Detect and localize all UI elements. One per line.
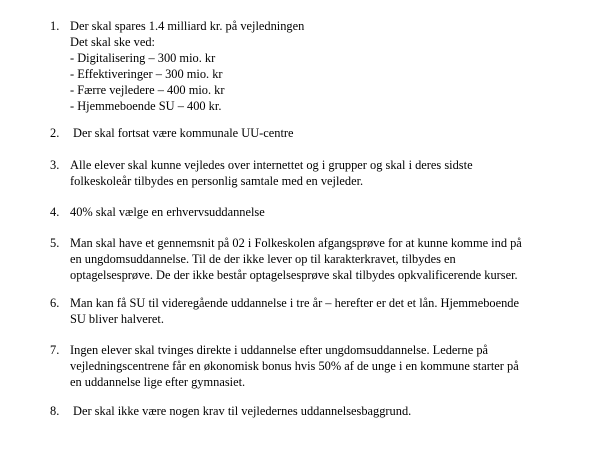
text-line: Der skal spares 1.4 milliard kr. på vejledningen bbox=[70, 19, 305, 33]
list-item-text bbox=[70, 18, 590, 114]
list-item-text bbox=[70, 342, 590, 390]
text-line: folkeskoleår tilbydes en personlig samtale med en vejleder. bbox=[70, 174, 364, 188]
list-item-number: 3. bbox=[50, 158, 60, 172]
text-line: optagelsesprøve. De der ikke består optagelsesprøve skal tilbydes opkvalificerende kurser. bbox=[70, 268, 518, 282]
text-line: en ungdomsuddannelse. Til de der ikke lever op til karakterkravet, tilbydes en bbox=[70, 252, 456, 266]
text-line: - Digitalisering – 300 mio. kr bbox=[70, 51, 216, 65]
text-line: - Hjemmeboende SU – 400 kr. bbox=[70, 99, 222, 113]
list-item-text bbox=[70, 235, 590, 283]
text-line: - Effektiveringer – 300 mio. kr bbox=[70, 67, 223, 81]
list-item-text bbox=[70, 403, 590, 419]
text-line: Man skal have et gennemsnit på 02 i Folkeskolen afgangsprøve for at kunne komme ind på bbox=[70, 236, 522, 250]
list-item-number: 8. bbox=[50, 404, 60, 418]
list-item-text bbox=[70, 125, 590, 141]
list-item-number: 1. bbox=[50, 19, 60, 33]
text-line: 40% skal vælge en erhvervsuddannelse bbox=[70, 205, 265, 219]
text-line: Man kan få SU til videregående uddannelse i tre år – herefter er det et lån. Hjemmeboende bbox=[70, 296, 519, 310]
text-line: SU bliver halveret. bbox=[70, 312, 164, 326]
list-item-text bbox=[70, 157, 590, 189]
text-line: Det skal ske ved: bbox=[70, 35, 155, 49]
list-item-text bbox=[70, 295, 590, 327]
text-line: vejledningscentrene får en økonomisk bonus hvis 50% af de unge i en kommune starter på bbox=[70, 359, 519, 373]
text-line: Ingen elever skal tvinges direkte i uddannelse efter ungdomsuddannelse. Lederne på bbox=[70, 343, 489, 357]
list-item-number: 5. bbox=[50, 236, 60, 250]
text-line: Alle elever skal kunne vejledes over internettet og i grupper og skal i deres sidste bbox=[70, 158, 473, 172]
list-item-number: 4. bbox=[50, 205, 60, 219]
text-line: Der skal fortsat være kommunale UU-centre bbox=[73, 126, 294, 140]
list-item-text bbox=[70, 204, 590, 220]
text-line: - Færre vejledere – 400 mio. kr bbox=[70, 83, 225, 97]
list-item-number: 2. bbox=[50, 126, 60, 140]
list-item-number: 7. bbox=[50, 343, 60, 357]
list-item-number: 6. bbox=[50, 296, 60, 310]
text-line: en uddannelse lige efter gymnasiet. bbox=[70, 375, 246, 389]
text-line: Der skal ikke være nogen krav til vejledernes uddannelsesbaggrund. bbox=[73, 404, 412, 418]
